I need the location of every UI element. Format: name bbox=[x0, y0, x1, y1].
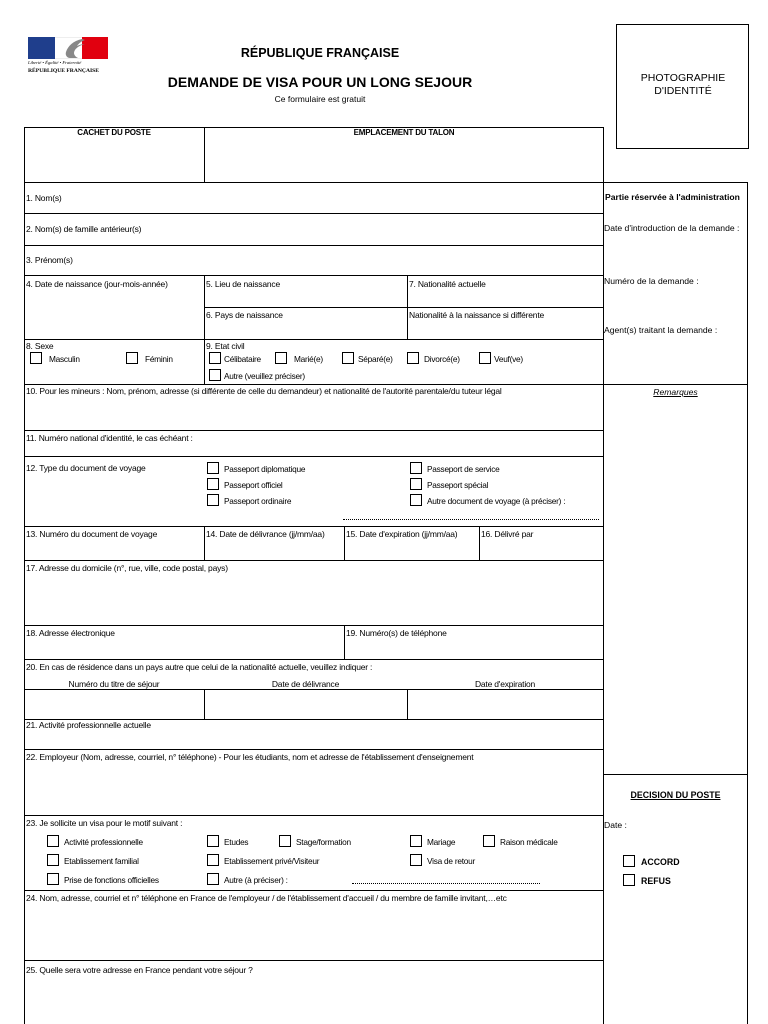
civil-autre-checkbox[interactable] bbox=[209, 369, 221, 381]
sex-feminin-checkbox[interactable] bbox=[126, 352, 138, 364]
accord-label: ACCORD bbox=[641, 857, 680, 867]
civil-separe-checkbox[interactable] bbox=[342, 352, 354, 364]
flag-blue bbox=[28, 37, 55, 59]
motif-stage-checkbox[interactable] bbox=[279, 835, 291, 847]
field-17-label: 17. Adresse du domicile (n°, rue, ville, code postal, pays) bbox=[26, 563, 228, 573]
decision-date: Date : bbox=[604, 820, 627, 830]
residence-col-delivrance: Date de délivrance bbox=[271, 679, 340, 689]
logo-motto: Liberté • Égalité • Fraternité bbox=[28, 60, 82, 65]
doc-diplomatique-checkbox[interactable] bbox=[207, 462, 219, 474]
civil-marie-checkbox[interactable] bbox=[275, 352, 287, 364]
field-7b-label: Nationalité à la naissance si différente bbox=[409, 310, 545, 320]
motif-medicale-checkbox[interactable] bbox=[483, 835, 495, 847]
doc-officiel-checkbox[interactable] bbox=[207, 478, 219, 490]
field-25-label: 25. Quelle sera votre adresse en France pendant votre séjour ? bbox=[26, 965, 253, 975]
motif-retour-label: Visa de retour bbox=[427, 856, 476, 866]
admin-agent: Agent(s) traitant la demande : bbox=[604, 325, 718, 335]
field-15-label: 15. Date d'expiration (jj/mm/aa) bbox=[346, 529, 458, 539]
doc-ordinaire-checkbox[interactable] bbox=[207, 494, 219, 506]
talon-label: EMPLACEMENT DU TALON bbox=[353, 128, 455, 137]
motif-autre-checkbox[interactable] bbox=[207, 873, 219, 885]
field-7-label: 7. Nationalité actuelle bbox=[409, 279, 486, 289]
admin-numero: Numéro de la demande : bbox=[604, 276, 699, 286]
motif-familial-label: Etablissement familial bbox=[64, 856, 139, 866]
motif-etudes-label: Etudes bbox=[224, 837, 249, 847]
admin-title: Partie réservée à l'administration bbox=[605, 192, 740, 202]
motif-familial-checkbox[interactable] bbox=[47, 854, 59, 866]
field-16-label: 16. Délivré par bbox=[481, 529, 534, 539]
field-9-label: 9. Etat civil bbox=[206, 341, 245, 351]
field-12-label: 12. Type du document de voyage bbox=[26, 463, 146, 473]
field-20-label: 20. En cas de résidence dans un pays autre que celui de la nationalité actuelle, veuillez indiquer : bbox=[26, 662, 373, 672]
field-22-label: 22. Employeur (Nom, adresse, courriel, n° téléphone) - Pour les étudiants, nom et adresse de l'établissement d'enseignement bbox=[26, 752, 474, 762]
doc-service-checkbox[interactable] bbox=[410, 462, 422, 474]
residence-col-expiration: Date d'expiration bbox=[474, 679, 536, 689]
civil-autre-label: Autre (veuillez préciser) bbox=[224, 371, 305, 381]
field-6-label: 6. Pays de naissance bbox=[206, 310, 283, 320]
republic-heading: RÉPUBLIQUE FRANÇAISE bbox=[240, 46, 400, 60]
residence-col-numero: Numéro du titre de séjour bbox=[68, 679, 160, 689]
civil-celibataire-label: Célibataire bbox=[224, 354, 261, 364]
accord-checkbox[interactable] bbox=[623, 855, 635, 867]
civil-celibataire-checkbox[interactable] bbox=[209, 352, 221, 364]
field-10-label: 10. Pour les mineurs : Nom, prénom, adresse (si différente de celle du demandeur) et nationalité de l'autorité parentale/du tuteur légal bbox=[26, 386, 502, 396]
field-2-label: 2. Nom(s) de famille antérieur(s) bbox=[26, 224, 142, 234]
field-18-label: 18. Adresse électronique bbox=[26, 628, 115, 638]
refus-label: REFUS bbox=[641, 876, 671, 886]
admin-remarques: Remarques bbox=[653, 387, 698, 397]
doc-special-checkbox[interactable] bbox=[410, 478, 422, 490]
page-title: DEMANDE DE VISA POUR UN LONG SEJOUR bbox=[167, 74, 473, 90]
motif-autre-dotted-line[interactable] bbox=[352, 883, 540, 884]
doc-diplomatique-label: Passeport diplomatique bbox=[224, 464, 306, 474]
motif-mariage-checkbox[interactable] bbox=[410, 835, 422, 847]
field-23-label: 23. Je sollicite un visa pour le motif suivant : bbox=[26, 818, 183, 828]
doc-officiel-label: Passeport officiel bbox=[224, 480, 283, 490]
field-24-label: 24. Nom, adresse, courriel et n° téléphone en France de l'employeur / de l'établissement d'accueil / du membre de famille invitant,…etc bbox=[26, 893, 507, 903]
page-subtitle: Ce formulaire est gratuit bbox=[274, 94, 366, 104]
doc-autre-dotted-line[interactable] bbox=[343, 519, 599, 520]
field-14-label: 14. Date de délivrance (jj/mm/aa) bbox=[206, 529, 325, 539]
sex-masculin-label: Masculin bbox=[49, 354, 80, 364]
field-21-label: 21. Activité professionnelle actuelle bbox=[26, 720, 151, 730]
sex-feminin-label: Féminin bbox=[145, 354, 173, 364]
decision-title: DECISION DU POSTE bbox=[630, 790, 721, 800]
field-5-label: 5. Lieu de naissance bbox=[206, 279, 280, 289]
field-8-label: 8. Sexe bbox=[26, 341, 54, 351]
field-13-label: 13. Numéro du document de voyage bbox=[26, 529, 158, 539]
motif-visiteur-label: Etablissement privé/Visiteur bbox=[224, 856, 320, 866]
field-11-label: 11. Numéro national d'identité, le cas échéant : bbox=[26, 433, 193, 443]
admin-date-intro: Date d'introduction de la demande : bbox=[604, 223, 740, 233]
photo-box bbox=[616, 24, 749, 149]
motif-mariage-label: Mariage bbox=[427, 837, 456, 847]
motif-etudes-checkbox[interactable] bbox=[207, 835, 219, 847]
motif-stage-label: Stage/formation bbox=[296, 837, 351, 847]
sex-masculin-checkbox[interactable] bbox=[30, 352, 42, 364]
motif-activite-label: Activité professionnelle bbox=[64, 837, 143, 847]
marianne-icon bbox=[56, 38, 86, 59]
motif-fonctions-checkbox[interactable] bbox=[47, 873, 59, 885]
civil-marie-label: Marié(e) bbox=[294, 354, 323, 364]
motif-medicale-label: Raison médicale bbox=[500, 837, 558, 847]
motif-visiteur-checkbox[interactable] bbox=[207, 854, 219, 866]
motif-autre-label: Autre (à préciser) : bbox=[224, 875, 288, 885]
civil-veuf-label: Veuf(ve) bbox=[494, 354, 523, 364]
doc-autre-checkbox[interactable] bbox=[410, 494, 422, 506]
photo-label: PHOTOGRAPHIE D'IDENTITÉ bbox=[640, 72, 726, 97]
field-4-label: 4. Date de naissance (jour-mois-année) bbox=[26, 279, 168, 289]
doc-autre-label: Autre document de voyage (à préciser) : bbox=[427, 496, 566, 506]
logo bbox=[28, 37, 110, 79]
cachet-label: CACHET DU POSTE bbox=[77, 128, 151, 137]
motif-retour-checkbox[interactable] bbox=[410, 854, 422, 866]
doc-special-label: Passeport spécial bbox=[427, 480, 489, 490]
doc-service-label: Passeport de service bbox=[427, 464, 500, 474]
civil-separe-label: Séparé(e) bbox=[358, 354, 393, 364]
logo-name: RÉPUBLIQUE FRANÇAISE bbox=[28, 68, 100, 74]
motif-activite-checkbox[interactable] bbox=[47, 835, 59, 847]
civil-divorce-label: Divorcé(e) bbox=[424, 354, 460, 364]
field-1-label: 1. Nom(s) bbox=[26, 193, 62, 203]
field-19-label: 19. Numéro(s) de téléphone bbox=[346, 628, 447, 638]
refus-checkbox[interactable] bbox=[623, 874, 635, 886]
doc-ordinaire-label: Passeport ordinaire bbox=[224, 496, 292, 506]
field-3-label: 3. Prénom(s) bbox=[26, 255, 73, 265]
motif-fonctions-label: Prise de fonctions officielles bbox=[64, 875, 159, 885]
civil-divorce-checkbox[interactable] bbox=[407, 352, 419, 364]
civil-veuf-checkbox[interactable] bbox=[479, 352, 491, 364]
